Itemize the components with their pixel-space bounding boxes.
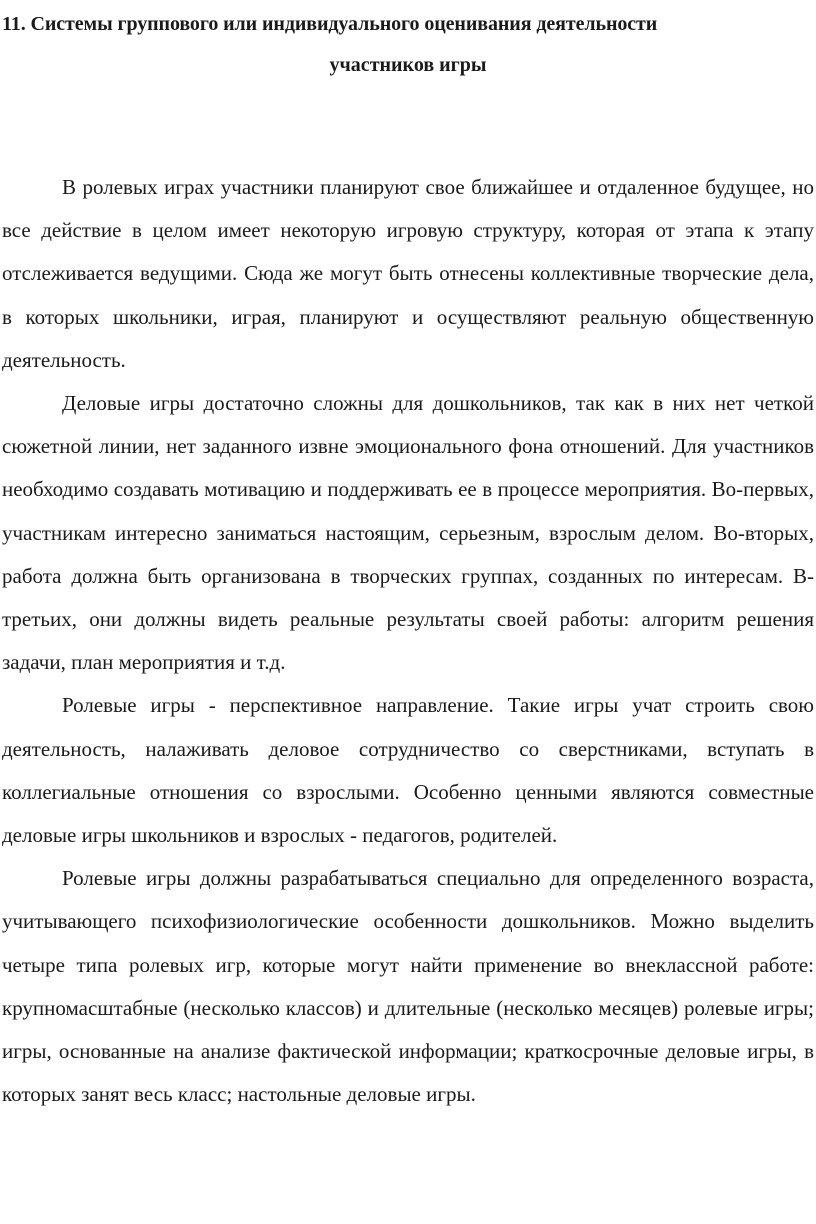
body-text <box>2 166 814 1116</box>
paragraph-2: Деловые игры достаточно сложны для дошкольников, так как в них нет четкой сюжетной линии, нет заданного извне эмоционального фона отношений. Для участников необходимо создавать мотивацию и поддерживать ее в процессе мероприятия. Во-первых, участникам интересно заниматься настоящим, серьезным, взрослым делом. Во-вторых, работа должна быть организована в творческих группах, созданных по интересам. В-третьих, они должны видеть реальные результаты своей работы: алгоритм решения задачи, план мероприятия и т.д. <box>2 391 814 675</box>
section-heading-line-2: участников игры <box>329 54 487 76</box>
section-heading-line-1: 11. Системы группового или индивидуального оценивания деятельности <box>2 13 658 35</box>
paragraph-1: В ролевых играх участники планируют свое ближайшее и отдаленное будущее, но все действие в целом имеет некоторую игровую структуру, которая от этапа к этапу отслеживается ведущими. Сюда же могут быть отнесены коллективные творческие дела, в которых школьники, играя, планируют и осуществляют реальную общественную деятельность. <box>2 175 814 372</box>
paragraph-4: Ролевые игры должны разрабатываться специально для определенного возраста, учитывающего психофизиологические особенности дошкольников. Можно выделить четыре типа ролевых игр, которые могут найти применение во внеклассной работе: крупномасштабные (несколько классов) и длительные (несколько месяцев) ролевые игры; игры, основанные на анализе фактической информации; краткосрочные деловые игры, в которых занят весь класс; настольные деловые игры. <box>2 866 814 1107</box>
section-heading <box>2 4 814 86</box>
paragraph-3: Ролевые игры - перспективное направление. Такие игры учат строить свою деятельность, налаживать деловое сотрудничество со сверстниками, вступать в коллегиальные отношения со взрослыми. Особенно ценными являются совместные деловые игры школьников и взрослых - педагогов, родителей. <box>2 693 814 848</box>
